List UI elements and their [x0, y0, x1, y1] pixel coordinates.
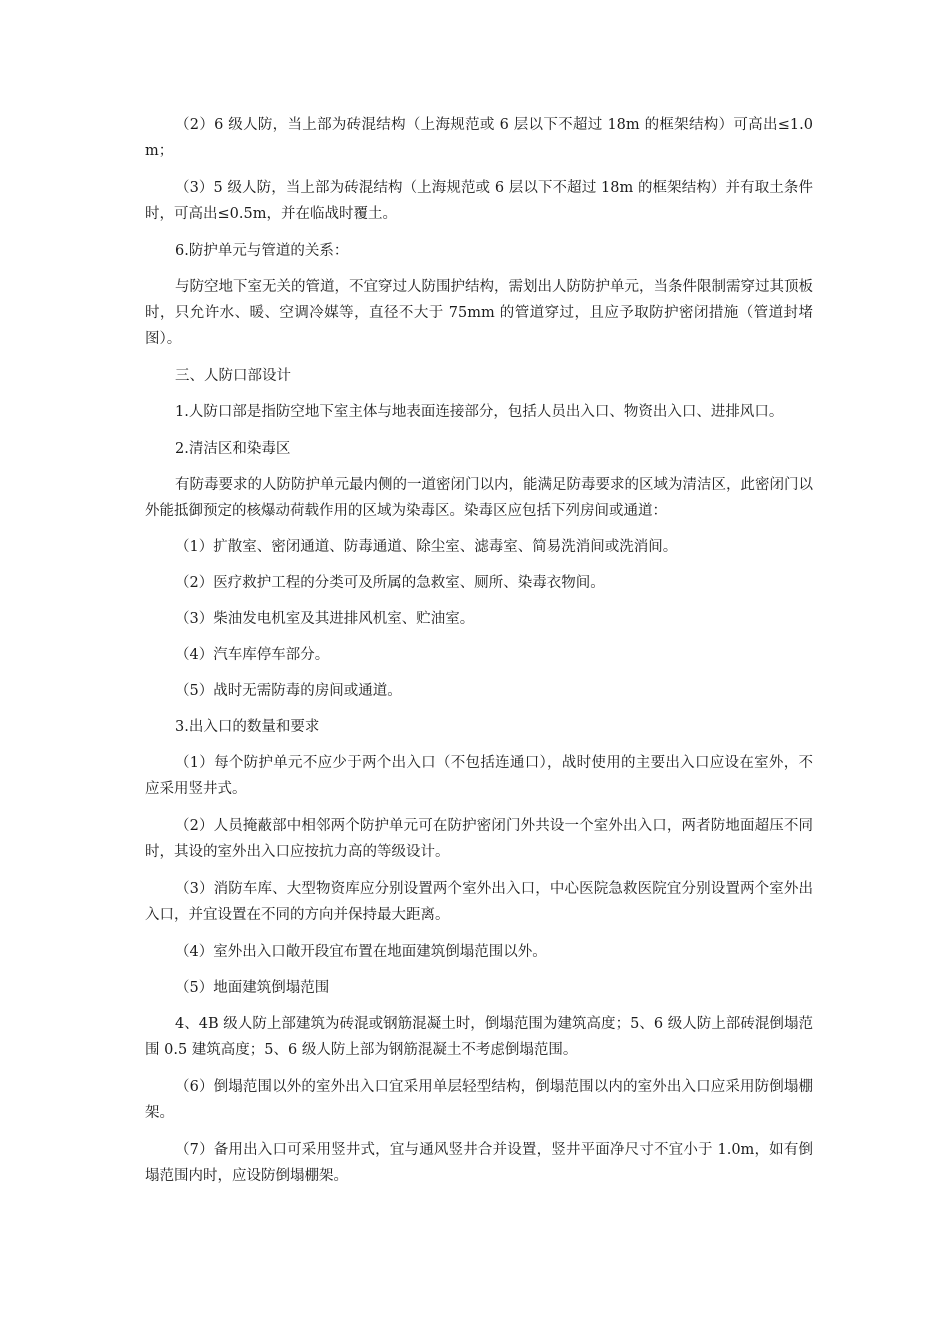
list-item-zone-4: （4）汽车库停车部分。 [175, 647, 330, 663]
paragraph-entrance-definition: 1.人防口部是指防空地下室主体与地表面连接部分，包括人员出入口、物资出入口、进排风口。 [175, 404, 784, 420]
list-item-zone-2: （2）医疗救护工程的分类可及所属的急救室、厕所、染毒衣物间。 [175, 575, 605, 591]
list-item-entrance-3: （3）消防车库、大型物资库应分别设置两个室外出入口，中心医院急救医院宜分别设置两个室外出入口，并宜设置在不同的方向并保持最大距离。 [145, 881, 813, 923]
paragraph-zone-definition: 有防毒要求的人防防护单元最内侧的一道密闭门以内，能满足防毒要求的区域为清洁区，此密闭门以外能抵御预定的核爆动荷载作用的区域为染毒区。染毒区应包括下列房间或通道： [145, 477, 813, 519]
list-item-entrance-7: （7）备用出入口可采用竖井式，宜与通风竖井合并设置，竖井平面净尺寸不宜小于 1.0m，如有倒塌范围内时，应设防倒塌棚架。 [145, 1142, 813, 1184]
paragraph-pipe-rules: 与防空地下室无关的管道，不宜穿过人防围护结构，需划出人防防护单元，当条件限制需穿过其顶板时，只允许水、暖、空调冷媒等，直径不大于 75mm 的管道穿过，且应予取防护密闭措施（管道封堵图）。 [145, 279, 813, 347]
list-item-entrance-2: （2）人员掩蔽部中相邻两个防护单元可在防护密闭门外共设一个室外出入口，两者防地面超压不同时，其设的室外出入口应按抗力高的等级设计。 [145, 818, 813, 860]
list-item-entrance-5: （5）地面建筑倒塌范围 [175, 980, 330, 996]
list-item-zone-5: （5）战时无需防毒的房间或通道。 [175, 683, 402, 699]
heading-clean-contaminated-zone: 2.清洁区和染毒区 [175, 441, 291, 457]
list-item-zone-3: （3）柴油发电机室及其进排风机室、贮油室。 [175, 611, 475, 627]
paragraph-level5-height: （3）5 级人防，当上部为砖混结构（上海规范或 6 层以下不超过 18m 的框架结构）并有取土条件时，可高出≤0.5m，并在临战时覆土。 [145, 180, 813, 222]
list-item-entrance-1: （1）每个防护单元不应少于两个出入口（不包括连通口），战时使用的主要出入口应设在室外，不应采用竖井式。 [145, 755, 813, 797]
paragraph-level6-height: （2）6 级人防，当上部为砖混结构（上海规范或 6 层以下不超过 18m 的框架结构）可高出≤1.0m； [145, 117, 813, 159]
paragraph-collapse-range: 4、4B 级人防上部建筑为砖混或钢筋混凝土时，倒塌范围为建筑高度；5、6 级人防上部砖混倒塌范围 0.5 建筑高度；5、6 级人防上部为钢筋混凝土不考虑倒塌范围。 [145, 1016, 813, 1058]
list-item-entrance-6: （6）倒塌范围以外的室外出入口宜采用单层轻型结构，倒塌范围以内的室外出入口应采用防倒塌棚架。 [145, 1079, 813, 1121]
document-body [145, 112, 813, 1189]
section-heading-entrance-design: 三、人防口部设计 [175, 368, 291, 384]
list-item-zone-1: （1）扩散室、密闭通道、防毒通道、除尘室、滤毒室、简易洗消间或洗消间。 [175, 539, 678, 555]
heading-unit-pipe-relation: 6.防护单元与管道的关系： [175, 243, 349, 259]
heading-entrance-count: 3.出入口的数量和要求 [175, 719, 320, 735]
list-item-entrance-4: （4）室外出入口敞开段宜布置在地面建筑倒塌范围以外。 [175, 944, 547, 960]
